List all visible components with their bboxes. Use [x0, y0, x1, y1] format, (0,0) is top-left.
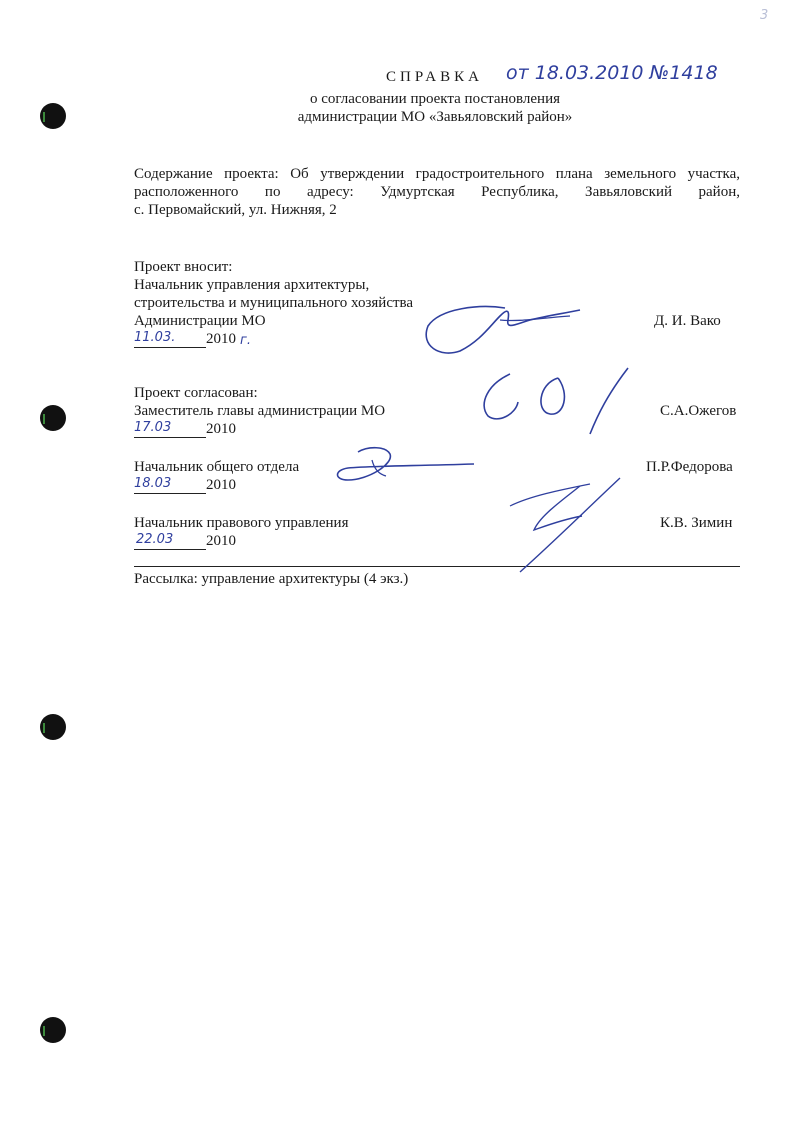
submitter-position-line1: Начальник управления архитектуры, — [134, 277, 370, 293]
approver-year: 2010 — [206, 477, 236, 493]
approver-year: 2010 — [206, 533, 236, 549]
approver-position: Начальник правового управления — [134, 515, 349, 531]
submitter-heading: Проект вносит: — [134, 259, 233, 275]
approver-position: Начальник общего отдела — [134, 459, 300, 475]
separator-line — [134, 566, 740, 567]
approver-name: С.А.Ожегов — [660, 403, 737, 419]
binder-hole — [40, 405, 66, 431]
corner-page-mark: 3 — [760, 8, 769, 23]
document-title: СПРАВКА — [386, 69, 483, 85]
submitter-position-line3: Администрации МО — [134, 313, 266, 329]
approver-date-field — [134, 532, 206, 550]
submitter-position-line2: строительства и муниципального хозяйства — [134, 295, 414, 311]
distribution-list: Рассылка: управление архитектуры (4 экз.) — [134, 571, 409, 587]
approver-date-field — [134, 476, 206, 494]
approver-date-handwritten: 18.03 — [134, 476, 172, 491]
submitter-name: Д. И. Вако — [654, 313, 721, 329]
submitter-year-suffix: г. — [240, 333, 251, 348]
approver-name: К.В. Зимин — [660, 515, 733, 531]
submitter-date-field — [134, 330, 206, 348]
binder-hole — [40, 714, 66, 740]
submitter-year: 2010 — [206, 331, 236, 347]
project-content-line1: Содержание проекта: Об утверждении градостроительного плана земельного участка, — [134, 166, 740, 182]
document-subtitle-line2: администрации МО «Завьяловский район» — [297, 109, 573, 125]
signature-fedorova — [328, 440, 478, 490]
project-content-line2: расположенного по адресу: Удмуртская Республика, Завьяловский район, — [134, 184, 740, 200]
signature-vako — [420, 296, 590, 366]
approver-name: П.Р.Федорова — [646, 459, 733, 475]
approver-date-field — [134, 420, 206, 438]
signature-zimin — [470, 476, 640, 576]
binder-hole — [40, 1017, 66, 1043]
project-content-line3: с. Первомайский, ул. Нижняя, 2 — [134, 202, 337, 218]
document-subtitle-line1: о согласовании проекта постановления — [309, 91, 561, 107]
approver-position: Заместитель главы администрации МО — [134, 403, 386, 419]
approver-year: 2010 — [206, 421, 236, 437]
handwritten-date-number: от 18.03.2010 №1418 — [506, 62, 718, 84]
approver-date-handwritten: 22.03 — [136, 532, 174, 547]
approvals-heading: Проект согласован: — [134, 385, 258, 401]
submitter-date-handwritten: 11.03. — [134, 330, 176, 345]
signature-ozhegov — [478, 364, 648, 444]
approver-date-handwritten: 17.03 — [134, 420, 172, 435]
